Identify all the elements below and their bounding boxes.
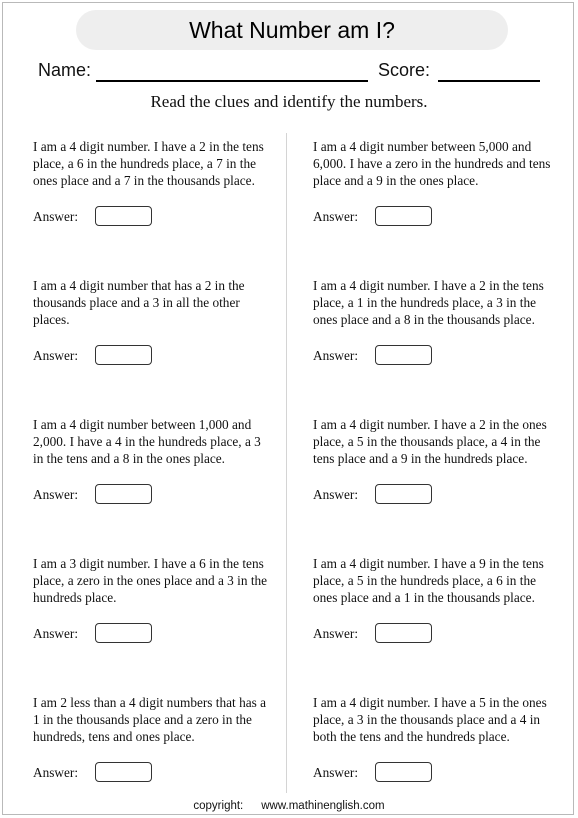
question-text: I am a 3 digit number. I have a 6 in the tens place, a zero in the ones place and a 3 in the hundreds place. bbox=[33, 556, 268, 606]
question-block bbox=[33, 416, 273, 502]
question-text: I am a 4 digit number that has a 2 in the thousands place and a 3 in all the other places. bbox=[33, 278, 245, 328]
answer-box[interactable] bbox=[375, 623, 432, 643]
answer-box[interactable] bbox=[95, 762, 152, 782]
name-score-row bbox=[38, 60, 548, 84]
answer-box[interactable] bbox=[95, 484, 152, 504]
score-label: Score: bbox=[378, 60, 431, 80]
question-block bbox=[33, 277, 273, 363]
answer-label: Answer: bbox=[313, 209, 359, 224]
question-block bbox=[313, 138, 553, 224]
score-line[interactable] bbox=[438, 80, 540, 82]
answer-row bbox=[313, 345, 553, 367]
answer-label: Answer: bbox=[33, 626, 79, 641]
title-text: What Number am I? bbox=[189, 16, 395, 43]
answer-box[interactable] bbox=[95, 345, 152, 365]
answer-label: Answer: bbox=[313, 626, 359, 641]
answer-row bbox=[33, 206, 273, 228]
answer-label: Answer: bbox=[33, 487, 79, 502]
question-text: I am a 4 digit number. I have a 5 in the ones place, a 3 in the thousands place and a 4 in both the tens and the hundreds place. bbox=[313, 695, 547, 745]
answer-box[interactable] bbox=[375, 762, 432, 782]
answer-box[interactable] bbox=[375, 484, 432, 504]
question-text: I am a 4 digit number. I have a 2 in the tens place, a 1 in the hundreds place, a 3 in the ones place and a 8 in the thousands place. bbox=[313, 278, 544, 328]
answer-label: Answer: bbox=[313, 765, 359, 780]
website-link[interactable]: www.mathinenglish.com bbox=[261, 800, 385, 812]
answer-row bbox=[33, 623, 273, 645]
question-block bbox=[33, 555, 273, 641]
question-text: I am a 4 digit number. I have a 9 in the tens place, a 5 in the hundreds place, a 6 in the ones place and a 1 in the thousands place. bbox=[313, 556, 544, 606]
name-label: Name: bbox=[38, 60, 92, 80]
answer-label: Answer: bbox=[33, 209, 79, 224]
footer bbox=[0, 800, 578, 812]
answer-row bbox=[313, 484, 553, 506]
question-text: I am a 4 digit number. I have a 2 in the tens place, a 6 in the hundreds place, a 7 in the ones place and a 7 in the thousands place. bbox=[33, 139, 264, 189]
answer-row bbox=[33, 484, 273, 506]
answer-box[interactable] bbox=[375, 345, 432, 365]
worksheet-title bbox=[76, 10, 508, 50]
question-block bbox=[33, 694, 273, 780]
question-block bbox=[33, 138, 273, 224]
question-block bbox=[313, 277, 553, 363]
answer-row bbox=[313, 623, 553, 645]
answer-box[interactable] bbox=[95, 623, 152, 643]
answer-label: Answer: bbox=[33, 765, 79, 780]
question-text: I am a 4 digit number between 5,000 and 6,000. I have a zero in the hundreds and tens place and a 9 in the ones place. bbox=[313, 139, 551, 189]
instructions: Read the clues and identify the numbers. bbox=[150, 92, 428, 111]
column-divider bbox=[286, 133, 287, 793]
answer-row bbox=[33, 345, 273, 367]
answer-box[interactable] bbox=[95, 206, 152, 226]
question-text: I am a 4 digit number. I have a 2 in the ones place, a 5 in the thousands place, a 4 in the tens place and a 9 in the hundreds place. bbox=[313, 417, 547, 467]
answer-label: Answer: bbox=[33, 348, 79, 363]
question-block bbox=[313, 694, 553, 780]
answer-box[interactable] bbox=[375, 206, 432, 226]
copyright-label: copyright: bbox=[193, 800, 244, 812]
answer-label: Answer: bbox=[313, 487, 359, 502]
answer-row bbox=[313, 206, 553, 228]
answer-row bbox=[313, 762, 553, 784]
answer-label: Answer: bbox=[313, 348, 359, 363]
question-block bbox=[313, 555, 553, 641]
name-line[interactable] bbox=[96, 80, 368, 82]
question-block bbox=[313, 416, 553, 502]
answer-row bbox=[33, 762, 273, 784]
question-text: I am 2 less than a 4 digit numbers that has a 1 in the thousands place and a zero in the hundreds, tens and ones place. bbox=[33, 695, 267, 745]
question-text: I am a 4 digit number between 1,000 and 2,000. I have a 4 in the hundreds place, a 3 in the tens and a 8 in the ones place. bbox=[33, 417, 261, 467]
